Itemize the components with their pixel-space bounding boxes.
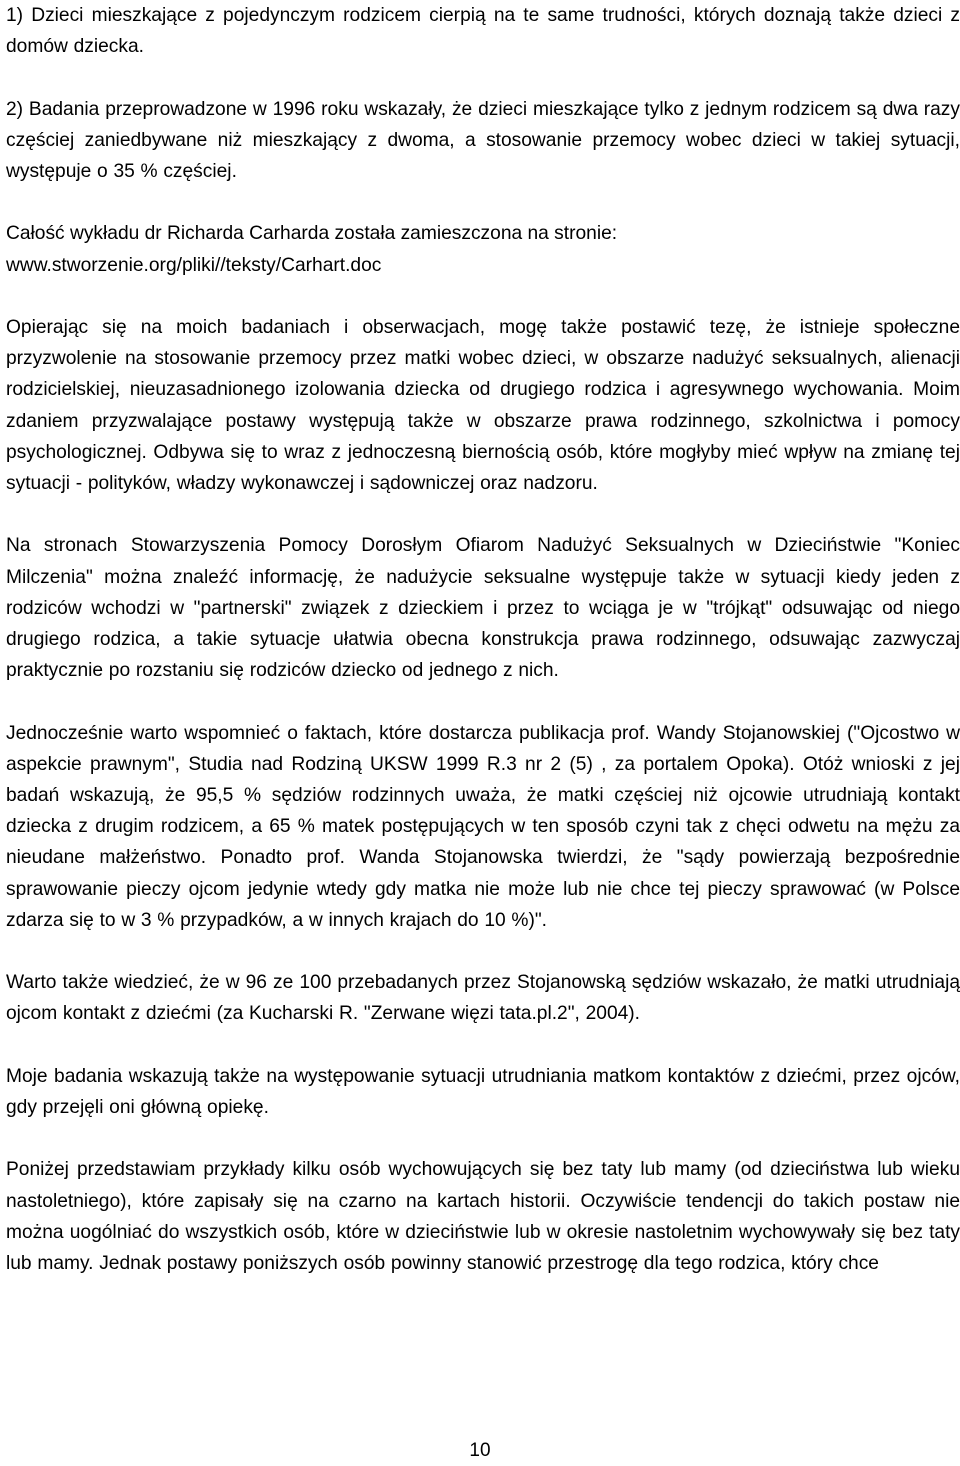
- paragraph-5: Jednocześnie warto wspomnieć o faktach, które dostarcza publikacja prof. Wandy Stojanowskiej ("Ojcostwo w aspekcie prawnym", Studia nad Rodziną UKSW 1999 R.3 nr 2 (5) , za portalem Opoka). Otóż wnioski z jej badań wskazują, że 95,5 % sędziów rodzinnych uważa, że matki częściej niż ojcowie utrudniają kontakt dziecka z drugim rodzicem, a 65 % matek postępujących w ten sposób czyni tak z chęci odwetu na mężu za nieudane małżeństwo. Ponadto prof. Wanda Stojanowska twierdzi, że "sądy powierzają bezpośrednie sprawowanie pieczy ojcom jedynie wtedy gdy matka nie może lub nie chce tej pieczy sprawować (w Polsce zdarza się to w 3 % przypadków, a w innych krajach do 10 %)".: [6, 722, 960, 931]
- paragraph-6: Warto także wiedzieć, że w 96 ze 100 przebadanych przez Stojanowską sędziów wskazało, że matki utrudniają ojcom kontakt z dziećmi (za Kucharski R. "Zerwane więzi tata.pl.2", 2004).: [6, 972, 960, 1025]
- paragraph-8: Poniżej przedstawiam przykłady kilku osób wychowujących się bez taty lub mamy (od dzieciństwa lub wieku nastoletniego), które zapisały się na czarno na kartach historii. Oczywiście tendencji do takich postaw nie można uogólniać do wszystkich osób, które w dzieciństwie lub w okresie nastoletnim wychowywały się bez taty lub mamy. Jednak postawy poniższych osób powinny stanowić przestrogę dla tego rodzica, który chce: [6, 1159, 960, 1274]
- source-url: www.stworzenie.org/pliki//teksty/Carhart.doc: [6, 254, 382, 276]
- document-page: [6, 0, 960, 1310]
- paragraph-2: 2) Badania przeprowadzone w 1996 roku wskazały, że dzieci mieszkające tylko z jednym rodzicem są dwa razy częściej zaniedbywane niż mieszkający z dwoma, a stosowanie przemocy wobec dzieci w takiej sytuacji, występuje o 35 % częściej.: [6, 98, 960, 182]
- paragraph-1: 1) Dzieci mieszkające z pojedynczym rodzicem cierpią na te same trudności, których doznają także dzieci z domów dziecka.: [6, 5, 960, 58]
- source-note: [6, 218, 960, 280]
- paragraph-7: Moje badania wskazują także na występowanie sytuacji utrudniania matkom kontaktów z dziećmi, przez ojców, gdy przejęli oni główną opiekę.: [6, 1065, 960, 1118]
- page-number: 10: [469, 1440, 491, 1461]
- paragraph-4: Na stronach Stowarzyszenia Pomocy Dorosłym Ofiarom Nadużyć Seksualnych w Dzieciństwie "Koniec Milczenia" można znaleźć informację, że nadużycie seksualne występuje także w sytuacji kiedy jeden z rodziców wchodzi w "partnerski" związek z dzieckiem i przez to wciąga je w "trójkąt" odsuwając od niego drugiego rodzica, a takie sytuacje ułatwia obecna konstrukcja prawa rodzinnego, odsuwając zazwyczaj praktycznie po rozstaniu się rodziców dziecko od jednego z nich.: [6, 535, 960, 682]
- source-note-text: Całość wykładu dr Richarda Carharda została zamieszczona na stronie:: [6, 223, 618, 245]
- paragraph-3: Opierając się na moich badaniach i obserwacjach, mogę także postawić tezę, że istnieje społeczne przyzwolenie na stosowanie przemocy przez matki wobec dzieci, w obszarze nadużyć seksualnych, alienacji rodzicielskiej, nieuzasadnionego izolowania dziecka od drugiego rodzica i agresywnego wychowania. Moim zdaniem przyzwalające postawy występują także w obszarze prawa rodzinnego, szkolnictwa i pomocy psychologicznej. Odbywa się to wraz z jednoczesną biernością osób, które mogłyby mieć wpływ na zmianę tej sytuacji - polityków, władzy wykonawczej i sądowniczej oraz nadzoru.: [6, 316, 960, 494]
